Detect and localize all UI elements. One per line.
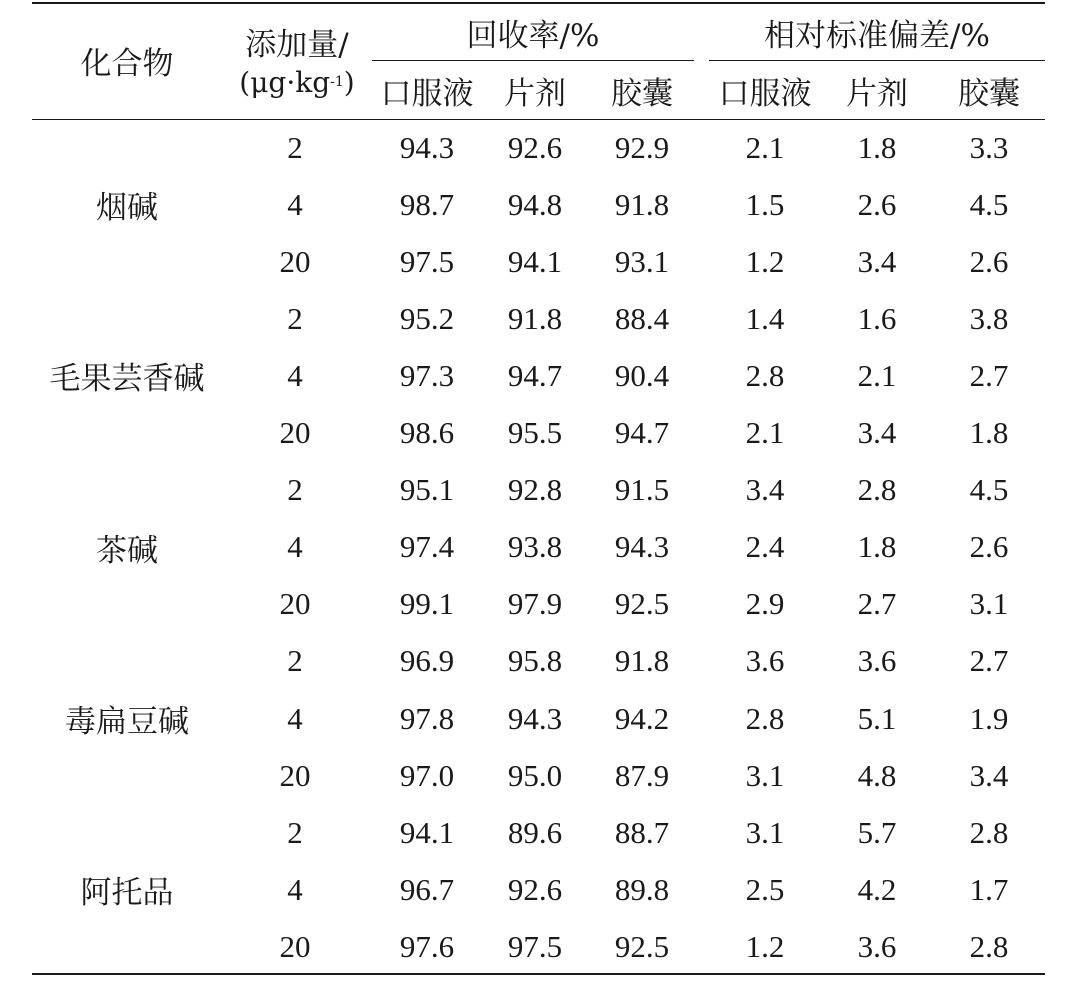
value-cell: 2.6 bbox=[857, 186, 897, 222]
value-cell: 3.8 bbox=[969, 300, 1009, 336]
value-cell: 97.4 bbox=[399, 529, 455, 565]
value-cell: 93.8 bbox=[507, 529, 563, 565]
value-cell: 3.1 bbox=[745, 757, 785, 793]
value-cell: 4.8 bbox=[857, 757, 897, 793]
value-cell: 1.6 bbox=[857, 300, 897, 336]
value-cell: 2.8 bbox=[857, 472, 897, 508]
value-cell: 95.1 bbox=[399, 472, 455, 508]
value-cell: 2.5 bbox=[745, 871, 785, 907]
amount-cell: 2 bbox=[287, 472, 303, 508]
value-cell: 92.6 bbox=[507, 871, 563, 907]
amount-cell: 2 bbox=[287, 129, 303, 165]
value-cell: 99.1 bbox=[399, 586, 455, 622]
amount-cell: 2 bbox=[287, 300, 303, 336]
value-cell: 93.1 bbox=[614, 243, 670, 279]
header-amount-unit: (μg·kg bbox=[239, 65, 331, 99]
value-cell: 94.1 bbox=[507, 243, 563, 279]
value-cell: 4.2 bbox=[857, 871, 897, 907]
amount-cell: 4 bbox=[287, 186, 303, 222]
value-cell: 95.8 bbox=[507, 643, 563, 679]
value-cell: 91.5 bbox=[614, 472, 670, 508]
value-cell: 2.1 bbox=[745, 129, 785, 165]
value-cell: 92.5 bbox=[614, 586, 670, 622]
value-cell: 94.3 bbox=[507, 700, 563, 736]
value-cell: 91.8 bbox=[507, 300, 563, 336]
subheader-1: 片剂 bbox=[504, 75, 566, 112]
value-cell: 1.8 bbox=[857, 129, 897, 165]
value-cell: 97.0 bbox=[399, 757, 455, 793]
header-amount-close: ) bbox=[343, 65, 355, 99]
value-cell: 2.8 bbox=[745, 700, 785, 736]
value-cell: 92.9 bbox=[614, 129, 670, 165]
value-cell: 2.6 bbox=[969, 529, 1009, 565]
amount-cell: 20 bbox=[279, 757, 311, 793]
value-cell: 98.7 bbox=[399, 186, 455, 222]
value-cell: 2.7 bbox=[969, 643, 1009, 679]
subheader-2: 胶囊 bbox=[611, 75, 673, 112]
value-cell: 91.8 bbox=[614, 643, 670, 679]
value-cell: 94.2 bbox=[614, 700, 670, 736]
header-amount-exponent: -1 bbox=[330, 74, 344, 90]
value-cell: 2.1 bbox=[857, 357, 897, 393]
value-cell: 3.1 bbox=[745, 814, 785, 850]
value-cell: 2.8 bbox=[969, 814, 1009, 850]
subheader-3: 口服液 bbox=[718, 75, 812, 112]
value-cell: 3.4 bbox=[745, 472, 785, 508]
value-cell: 97.8 bbox=[399, 700, 455, 736]
value-cell: 2.7 bbox=[857, 586, 897, 622]
value-cell: 91.8 bbox=[614, 186, 670, 222]
compound-name: 毛果芸香碱 bbox=[49, 361, 205, 398]
value-cell: 92.5 bbox=[614, 928, 670, 964]
amount-cell: 2 bbox=[287, 643, 303, 679]
compound-name: 茶碱 bbox=[96, 532, 158, 569]
amount-cell: 20 bbox=[279, 928, 311, 964]
value-cell: 1.8 bbox=[969, 415, 1009, 451]
value-cell: 98.6 bbox=[399, 415, 455, 451]
value-cell: 3.1 bbox=[969, 586, 1009, 622]
value-cell: 97.5 bbox=[399, 243, 455, 279]
amount-cell: 20 bbox=[279, 586, 311, 622]
value-cell: 95.5 bbox=[507, 415, 563, 451]
value-cell: 94.1 bbox=[399, 814, 455, 850]
amount-cell: 4 bbox=[287, 529, 303, 565]
value-cell: 94.7 bbox=[614, 415, 670, 451]
amount-cell: 2 bbox=[287, 814, 303, 850]
value-cell: 2.8 bbox=[745, 357, 785, 393]
value-cell: 1.2 bbox=[745, 243, 785, 279]
value-cell: 97.5 bbox=[507, 928, 563, 964]
value-cell: 90.4 bbox=[614, 357, 670, 393]
top-rule bbox=[32, 2, 1045, 4]
value-cell: 2.8 bbox=[969, 928, 1009, 964]
value-cell: 87.9 bbox=[614, 757, 670, 793]
value-cell: 92.8 bbox=[507, 472, 563, 508]
recovery-rsd-table bbox=[32, 0, 1045, 1002]
value-cell: 2.6 bbox=[969, 243, 1009, 279]
value-cell: 97.6 bbox=[399, 928, 455, 964]
value-cell: 3.3 bbox=[969, 129, 1009, 165]
value-cell: 89.6 bbox=[507, 814, 563, 850]
value-cell: 88.4 bbox=[614, 300, 670, 336]
value-cell: 1.2 bbox=[745, 928, 785, 964]
subheader-5: 胶囊 bbox=[958, 75, 1020, 112]
value-cell: 3.4 bbox=[857, 415, 897, 451]
value-cell: 1.7 bbox=[969, 871, 1009, 907]
recovery-group-rule bbox=[372, 60, 694, 61]
amount-cell: 4 bbox=[287, 871, 303, 907]
value-cell: 94.8 bbox=[507, 186, 563, 222]
value-cell: 94.3 bbox=[614, 529, 670, 565]
header-recovery-group: 回收率/% bbox=[466, 17, 600, 54]
value-cell: 2.9 bbox=[745, 586, 785, 622]
value-cell: 2.4 bbox=[745, 529, 785, 565]
value-cell: 1.9 bbox=[969, 700, 1009, 736]
value-cell: 3.4 bbox=[857, 243, 897, 279]
value-cell: 3.4 bbox=[969, 757, 1009, 793]
compound-name: 阿托品 bbox=[80, 875, 174, 912]
value-cell: 4.5 bbox=[969, 186, 1009, 222]
header-compound: 化合物 bbox=[80, 45, 174, 82]
value-cell: 96.9 bbox=[399, 643, 455, 679]
value-cell: 89.8 bbox=[614, 871, 670, 907]
amount-cell: 20 bbox=[279, 415, 311, 451]
header-amount-line2 bbox=[222, 62, 372, 102]
value-cell: 3.6 bbox=[857, 928, 897, 964]
value-cell: 2.1 bbox=[745, 415, 785, 451]
compound-name: 毒扁豆碱 bbox=[65, 704, 189, 741]
amount-cell: 20 bbox=[279, 243, 311, 279]
value-cell: 94.3 bbox=[399, 129, 455, 165]
value-cell: 1.8 bbox=[857, 529, 897, 565]
value-cell: 96.7 bbox=[399, 871, 455, 907]
value-cell: 97.9 bbox=[507, 586, 563, 622]
value-cell: 4.5 bbox=[969, 472, 1009, 508]
value-cell: 3.6 bbox=[857, 643, 897, 679]
value-cell: 95.2 bbox=[399, 300, 455, 336]
value-cell: 94.7 bbox=[507, 357, 563, 393]
rsd-group-rule bbox=[709, 60, 1045, 61]
header-amount-line1: 添加量/ bbox=[245, 26, 349, 63]
amount-cell: 4 bbox=[287, 700, 303, 736]
value-cell: 5.7 bbox=[857, 814, 897, 850]
value-cell: 1.4 bbox=[745, 300, 785, 336]
subheader-0: 口服液 bbox=[380, 75, 474, 112]
value-cell: 2.7 bbox=[969, 357, 1009, 393]
value-cell: 1.5 bbox=[745, 186, 785, 222]
value-cell: 5.1 bbox=[857, 700, 897, 736]
value-cell: 97.3 bbox=[399, 357, 455, 393]
value-cell: 95.0 bbox=[507, 757, 563, 793]
compound-name: 烟碱 bbox=[96, 190, 158, 227]
subheader-4: 片剂 bbox=[846, 75, 908, 112]
header-rsd-group: 相对标准偏差/% bbox=[764, 17, 990, 54]
value-cell: 92.6 bbox=[507, 129, 563, 165]
value-cell: 3.6 bbox=[745, 643, 785, 679]
value-cell: 88.7 bbox=[614, 814, 670, 850]
amount-cell: 4 bbox=[287, 357, 303, 393]
